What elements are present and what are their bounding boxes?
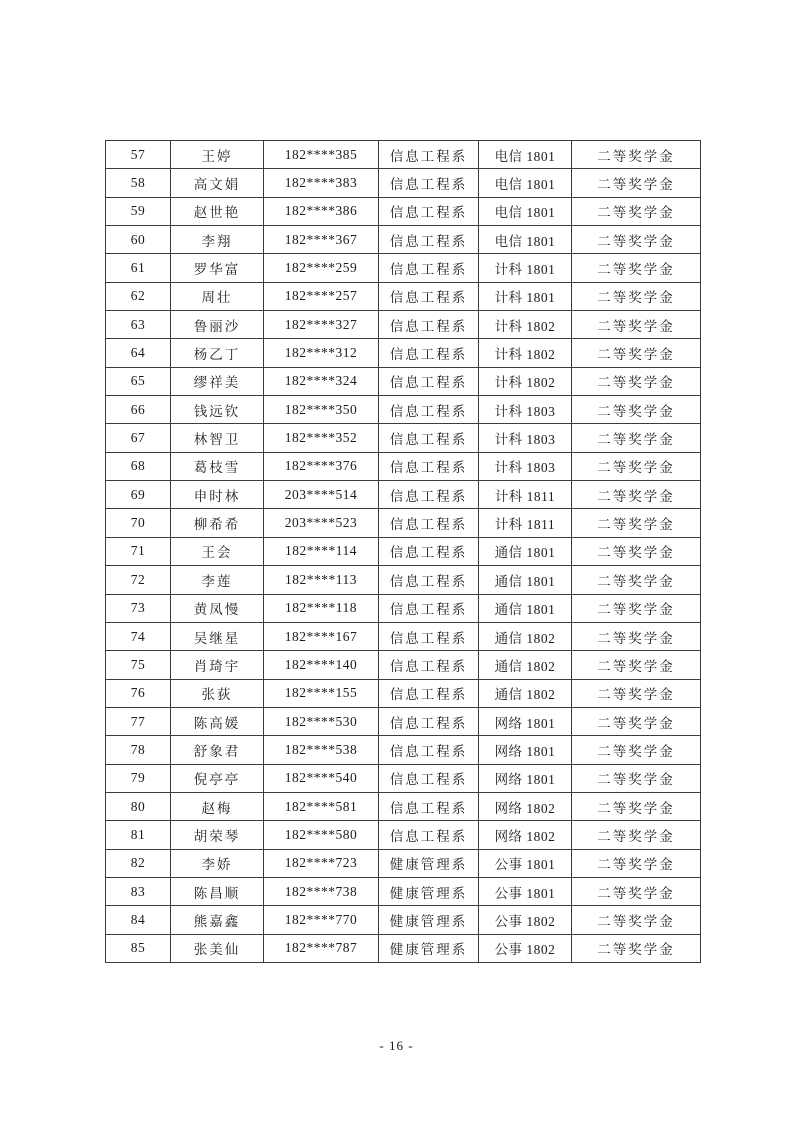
cell-student-id: 182****140 (264, 651, 379, 679)
cell-student-id: 182****376 (264, 452, 379, 480)
table-row (106, 622, 701, 650)
cell-department: 信息工程系 (379, 736, 479, 764)
cell-name: 熊嘉鑫 (171, 906, 264, 934)
cell-name: 缪祥美 (171, 367, 264, 395)
table-row (106, 254, 701, 282)
cell-name: 王婷 (171, 141, 264, 169)
cell-name: 申时林 (171, 481, 264, 509)
cell-award: 二等奖学金 (572, 452, 701, 480)
cell-index: 77 (106, 707, 171, 735)
cell-student-id: 182****114 (264, 537, 379, 565)
cell-department: 信息工程系 (379, 396, 479, 424)
cell-class: 计科 1803 (479, 452, 572, 480)
cell-student-id: 182****787 (264, 934, 379, 962)
cell-department: 信息工程系 (379, 254, 479, 282)
cell-name: 李娇 (171, 849, 264, 877)
cell-class: 通信 1801 (479, 566, 572, 594)
cell-index: 72 (106, 566, 171, 594)
cell-name: 罗华富 (171, 254, 264, 282)
cell-award: 二等奖学金 (572, 424, 701, 452)
cell-name: 杨乙丁 (171, 339, 264, 367)
cell-student-id: 182****167 (264, 622, 379, 650)
cell-class: 计科 1802 (479, 367, 572, 395)
cell-department: 信息工程系 (379, 622, 479, 650)
table-row (106, 792, 701, 820)
cell-class: 通信 1802 (479, 622, 572, 650)
cell-class: 计科 1802 (479, 311, 572, 339)
cell-student-id: 182****257 (264, 282, 379, 310)
cell-class: 计科 1803 (479, 396, 572, 424)
cell-student-id: 182****770 (264, 906, 379, 934)
cell-award: 二等奖学金 (572, 707, 701, 735)
table-row (106, 282, 701, 310)
cell-department: 健康管理系 (379, 877, 479, 905)
table-row (106, 424, 701, 452)
table-row (106, 311, 701, 339)
cell-award: 二等奖学金 (572, 254, 701, 282)
cell-index: 82 (106, 849, 171, 877)
cell-index: 76 (106, 679, 171, 707)
cell-department: 信息工程系 (379, 537, 479, 565)
cell-award: 二等奖学金 (572, 821, 701, 849)
cell-student-id: 182****385 (264, 141, 379, 169)
cell-name: 赵梅 (171, 792, 264, 820)
cell-index: 69 (106, 481, 171, 509)
cell-award: 二等奖学金 (572, 877, 701, 905)
cell-index: 67 (106, 424, 171, 452)
table-row (106, 906, 701, 934)
cell-index: 63 (106, 311, 171, 339)
cell-award: 二等奖学金 (572, 537, 701, 565)
cell-department: 信息工程系 (379, 509, 479, 537)
cell-class: 网络 1802 (479, 792, 572, 820)
cell-name: 肖琦宇 (171, 651, 264, 679)
cell-class: 电信 1801 (479, 197, 572, 225)
cell-name: 柳希希 (171, 509, 264, 537)
table-row (106, 594, 701, 622)
table-row (106, 452, 701, 480)
cell-class: 网络 1802 (479, 821, 572, 849)
cell-award: 二等奖学金 (572, 651, 701, 679)
cell-department: 信息工程系 (379, 764, 479, 792)
cell-department: 信息工程系 (379, 594, 479, 622)
cell-name: 鲁丽沙 (171, 311, 264, 339)
cell-student-id: 182****327 (264, 311, 379, 339)
cell-award: 二等奖学金 (572, 566, 701, 594)
cell-student-id: 203****523 (264, 509, 379, 537)
cell-award: 二等奖学金 (572, 311, 701, 339)
cell-index: 73 (106, 594, 171, 622)
cell-name: 张美仙 (171, 934, 264, 962)
cell-student-id: 182****383 (264, 169, 379, 197)
cell-student-id: 182****738 (264, 877, 379, 905)
cell-class: 网络 1801 (479, 764, 572, 792)
cell-award: 二等奖学金 (572, 792, 701, 820)
table-row (106, 934, 701, 962)
cell-name: 张荻 (171, 679, 264, 707)
cell-class: 公事 1801 (479, 849, 572, 877)
cell-class: 公事 1802 (479, 934, 572, 962)
scholarship-table (105, 140, 701, 963)
cell-index: 68 (106, 452, 171, 480)
cell-index: 79 (106, 764, 171, 792)
cell-student-id: 182****540 (264, 764, 379, 792)
cell-department: 信息工程系 (379, 679, 479, 707)
cell-award: 二等奖学金 (572, 736, 701, 764)
cell-index: 58 (106, 169, 171, 197)
cell-department: 健康管理系 (379, 906, 479, 934)
cell-department: 信息工程系 (379, 197, 479, 225)
cell-student-id: 182****350 (264, 396, 379, 424)
cell-name: 陈高媛 (171, 707, 264, 735)
cell-department: 信息工程系 (379, 367, 479, 395)
cell-award: 二等奖学金 (572, 396, 701, 424)
cell-class: 计科 1811 (479, 509, 572, 537)
cell-class: 公事 1801 (479, 877, 572, 905)
cell-award: 二等奖学金 (572, 906, 701, 934)
cell-index: 65 (106, 367, 171, 395)
page-number: - 16 - (379, 1038, 414, 1053)
cell-class: 通信 1801 (479, 537, 572, 565)
cell-index: 59 (106, 197, 171, 225)
cell-award: 二等奖学金 (572, 339, 701, 367)
cell-index: 62 (106, 282, 171, 310)
cell-index: 57 (106, 141, 171, 169)
table-row (106, 141, 701, 169)
cell-class: 电信 1801 (479, 169, 572, 197)
cell-student-id: 182****530 (264, 707, 379, 735)
cell-award: 二等奖学金 (572, 226, 701, 254)
cell-award: 二等奖学金 (572, 367, 701, 395)
table-row (106, 396, 701, 424)
cell-name: 倪亭亭 (171, 764, 264, 792)
cell-student-id: 182****580 (264, 821, 379, 849)
cell-student-id: 203****514 (264, 481, 379, 509)
cell-name: 葛枝雪 (171, 452, 264, 480)
cell-class: 计科 1801 (479, 254, 572, 282)
cell-index: 78 (106, 736, 171, 764)
cell-index: 74 (106, 622, 171, 650)
table-row (106, 651, 701, 679)
cell-department: 信息工程系 (379, 481, 479, 509)
cell-class: 计科 1803 (479, 424, 572, 452)
cell-student-id: 182****324 (264, 367, 379, 395)
cell-department: 信息工程系 (379, 282, 479, 310)
cell-class: 通信 1802 (479, 679, 572, 707)
cell-award: 二等奖学金 (572, 282, 701, 310)
cell-name: 吴继星 (171, 622, 264, 650)
cell-name: 周壮 (171, 282, 264, 310)
cell-student-id: 182****538 (264, 736, 379, 764)
cell-name: 胡荣琴 (171, 821, 264, 849)
cell-name: 黄凤慢 (171, 594, 264, 622)
cell-department: 信息工程系 (379, 169, 479, 197)
cell-class: 通信 1802 (479, 651, 572, 679)
cell-name: 王会 (171, 537, 264, 565)
cell-name: 舒象君 (171, 736, 264, 764)
cell-award: 二等奖学金 (572, 679, 701, 707)
cell-student-id: 182****259 (264, 254, 379, 282)
table-row (106, 877, 701, 905)
cell-class: 通信 1801 (479, 594, 572, 622)
cell-award: 二等奖学金 (572, 169, 701, 197)
scholarship-table-body (106, 141, 701, 963)
cell-award: 二等奖学金 (572, 594, 701, 622)
cell-student-id: 182****723 (264, 849, 379, 877)
table-row (106, 849, 701, 877)
cell-department: 信息工程系 (379, 226, 479, 254)
cell-class: 网络 1801 (479, 736, 572, 764)
cell-name: 李莲 (171, 566, 264, 594)
cell-department: 信息工程系 (379, 792, 479, 820)
table-row (106, 509, 701, 537)
cell-department: 信息工程系 (379, 707, 479, 735)
cell-award: 二等奖学金 (572, 197, 701, 225)
cell-department: 信息工程系 (379, 821, 479, 849)
cell-department: 健康管理系 (379, 849, 479, 877)
cell-index: 60 (106, 226, 171, 254)
table-row (106, 566, 701, 594)
cell-index: 83 (106, 877, 171, 905)
table-row (106, 537, 701, 565)
cell-award: 二等奖学金 (572, 764, 701, 792)
cell-index: 84 (106, 906, 171, 934)
cell-student-id: 182****352 (264, 424, 379, 452)
cell-class: 计科 1811 (479, 481, 572, 509)
cell-index: 85 (106, 934, 171, 962)
cell-index: 71 (106, 537, 171, 565)
cell-department: 信息工程系 (379, 339, 479, 367)
cell-award: 二等奖学金 (572, 622, 701, 650)
table-row (106, 764, 701, 792)
cell-department: 信息工程系 (379, 651, 479, 679)
cell-department: 健康管理系 (379, 934, 479, 962)
cell-name: 陈昌顺 (171, 877, 264, 905)
table-row (106, 821, 701, 849)
table-row (106, 226, 701, 254)
table-row (106, 367, 701, 395)
cell-student-id: 182****581 (264, 792, 379, 820)
cell-index: 81 (106, 821, 171, 849)
cell-department: 信息工程系 (379, 452, 479, 480)
cell-class: 电信 1801 (479, 226, 572, 254)
cell-student-id: 182****113 (264, 566, 379, 594)
cell-index: 64 (106, 339, 171, 367)
table-row (106, 169, 701, 197)
table-row (106, 736, 701, 764)
cell-award: 二等奖学金 (572, 509, 701, 537)
cell-department: 信息工程系 (379, 141, 479, 169)
table-row (106, 197, 701, 225)
cell-index: 66 (106, 396, 171, 424)
table-row (106, 339, 701, 367)
cell-name: 李翔 (171, 226, 264, 254)
cell-student-id: 182****118 (264, 594, 379, 622)
cell-student-id: 182****367 (264, 226, 379, 254)
cell-name: 钱远钦 (171, 396, 264, 424)
cell-student-id: 182****312 (264, 339, 379, 367)
table-row (106, 679, 701, 707)
cell-name: 林智卫 (171, 424, 264, 452)
cell-student-id: 182****155 (264, 679, 379, 707)
cell-index: 61 (106, 254, 171, 282)
cell-class: 电信 1801 (479, 141, 572, 169)
cell-class: 公事 1802 (479, 906, 572, 934)
cell-class: 计科 1802 (479, 339, 572, 367)
cell-name: 高文娟 (171, 169, 264, 197)
cell-index: 80 (106, 792, 171, 820)
cell-award: 二等奖学金 (572, 849, 701, 877)
cell-class: 计科 1801 (479, 282, 572, 310)
table-row (106, 707, 701, 735)
cell-department: 信息工程系 (379, 424, 479, 452)
cell-award: 二等奖学金 (572, 934, 701, 962)
cell-award: 二等奖学金 (572, 141, 701, 169)
cell-index: 70 (106, 509, 171, 537)
cell-department: 信息工程系 (379, 566, 479, 594)
cell-student-id: 182****386 (264, 197, 379, 225)
table-row (106, 481, 701, 509)
cell-name: 赵世艳 (171, 197, 264, 225)
cell-award: 二等奖学金 (572, 481, 701, 509)
cell-index: 75 (106, 651, 171, 679)
cell-department: 信息工程系 (379, 311, 479, 339)
cell-class: 网络 1801 (479, 707, 572, 735)
